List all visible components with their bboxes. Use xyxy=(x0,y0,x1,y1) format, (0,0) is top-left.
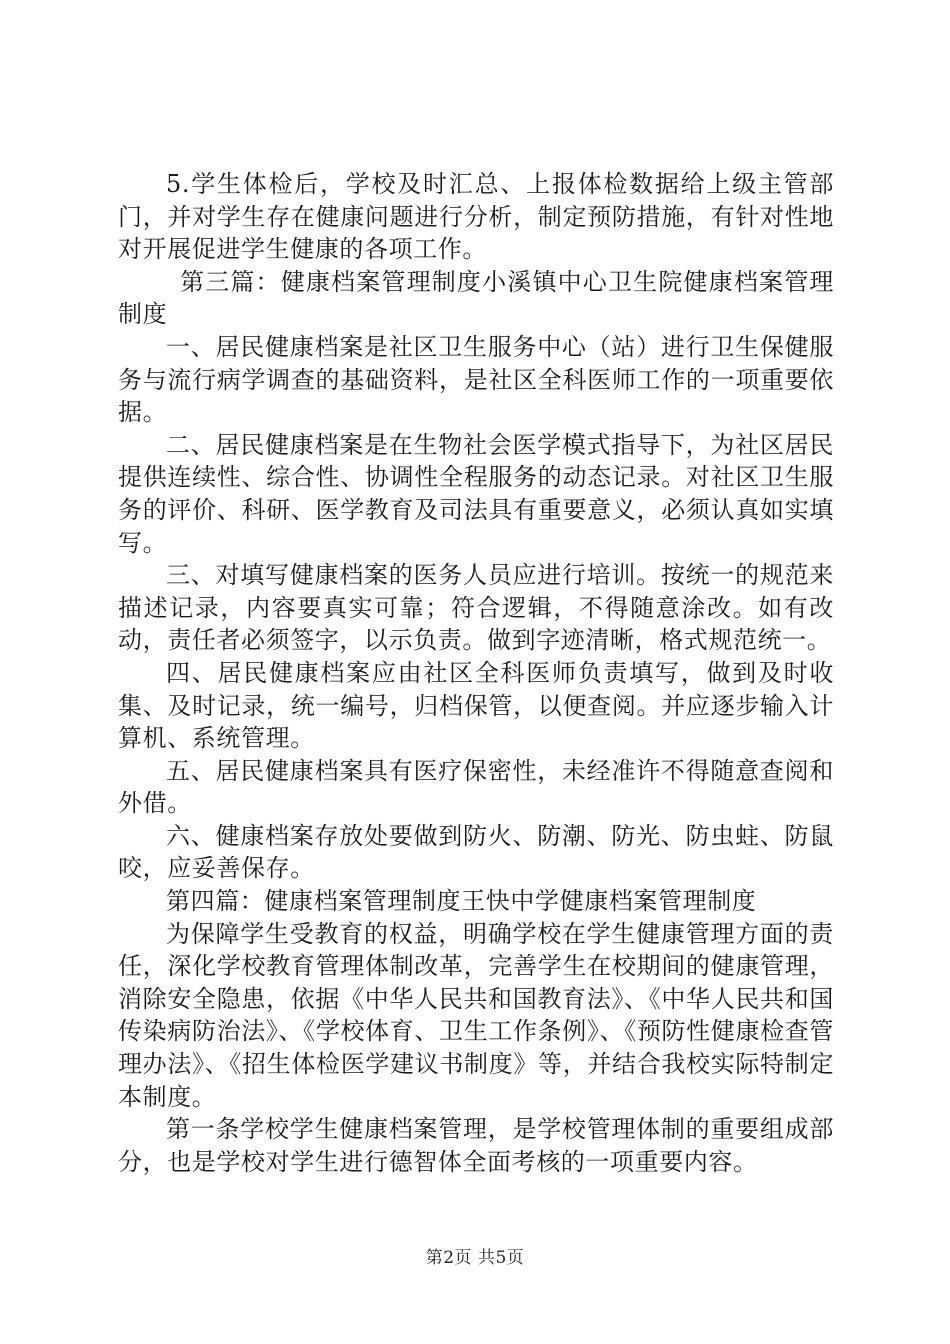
paragraph-rule-four: 四、居民健康档案应由社区全科医师负责填写，做到及时收集、及时记录，统一编号，归档保管，以便查阅。并应逐步输入计算机、系统管理。 xyxy=(118,658,834,753)
paragraph-article-one: 第一条学校学生健康档案管理，是学校管理体制的重要组成部分，也是学校对学生进行德智体全面考核的一项重要内容。 xyxy=(118,1115,834,1176)
paragraph-rule-two: 二、居民健康档案是在生物社会医学模式指导下，为社区居民提供连续性、综合性、协调性全程服务的动态记录。对社区卫生服务的评价、科研、医学教育及司法具有重要意义，必须认真如实填写。 xyxy=(118,430,834,557)
page-number-footer: 第2页 共5页 xyxy=(425,1248,525,1268)
paragraph-rule-three: 三、对填写健康档案的医务人员应进行培训。按统一的规范来描述记录，内容要真实可靠；符合逻辑，不得随意涂改。如有改动，责任者必须签字，以示负责。做到字迹清晰，格式规范统一。 xyxy=(118,561,834,655)
section-heading-part-four: 第四篇：健康档案管理制度王快中学健康档案管理制度 xyxy=(166,887,757,916)
paragraph-physical-exam-report: 5.学生体检后，学校及时汇总、上报体检数据给上级主管部门，并对学生存在健康问题进行分析，制定预防措施，有针对性地对开展促进学生健康的各项工作。 xyxy=(118,170,834,264)
paragraph-rule-one: 一、居民健康档案是社区卫生服务中心（站）进行卫生保健服务与流行病学调查的基础资料，是社区全科医师工作的一项重要依据。 xyxy=(118,332,834,427)
paragraph-rule-five: 五、居民健康档案具有医疗保密性，未经准许不得随意查阅和外借。 xyxy=(118,756,834,818)
section-heading-part-three: 第三篇：健康档案管理制度小溪镇中心卫生院健康档案管理制度 xyxy=(118,267,834,329)
paragraph-rule-six: 六、健康档案存放处要做到防火、防潮、防光、防虫蛀、防鼠咬，应妥善保存。 xyxy=(118,821,834,883)
paragraph-purpose: 为保障学生受教育的权益，明确学校在学生健康管理方面的责任，深化学校教育管理体制改革，完善学生在校期间的健康管理，消除安全隐患，依据《中华人民共和国教育法》、《中华人民共和国传染病防治法》、《学校体育、卫生工作条例》、《预防性健康检查管理办法》、《招生体检医学建议书制度》等，并结合我校实际特制定本制度。 xyxy=(118,919,834,1111)
document-body xyxy=(118,168,834,1178)
